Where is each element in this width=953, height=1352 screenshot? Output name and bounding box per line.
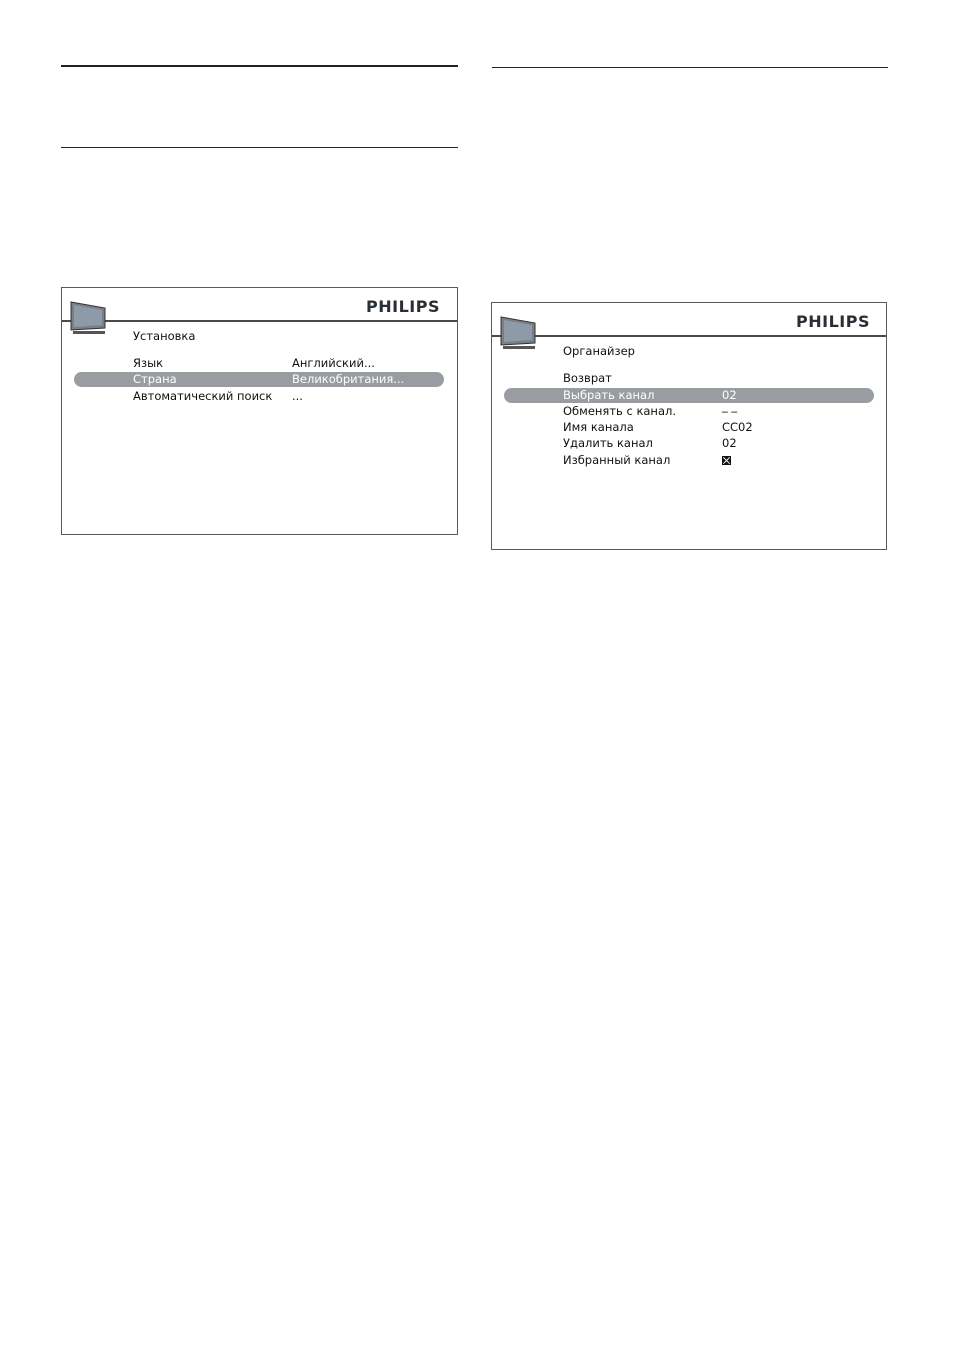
menu-row-delete-channel[interactable] bbox=[504, 436, 874, 451]
panel-header-line bbox=[62, 320, 457, 322]
row-label: Выбрать канал bbox=[563, 388, 655, 402]
row-label: Страна bbox=[133, 372, 177, 386]
tv-icon bbox=[69, 298, 109, 338]
row-value: _ _ bbox=[722, 399, 738, 413]
menu-title: Установка bbox=[133, 329, 196, 343]
philips-logo: PHILIPS bbox=[796, 312, 870, 331]
row-label: Избранный канал bbox=[563, 453, 671, 467]
organizer-menu-panel bbox=[491, 302, 887, 550]
philips-logo: PHILIPS bbox=[366, 297, 440, 316]
row-value: 02 bbox=[722, 436, 737, 450]
menu-row-country[interactable] bbox=[74, 372, 444, 387]
checkbox-checked-icon[interactable] bbox=[722, 456, 731, 465]
panel-header-line bbox=[492, 335, 886, 337]
menu-row-select-channel[interactable] bbox=[504, 388, 874, 403]
row-label: Обменять с канал. bbox=[563, 404, 677, 418]
row-value bbox=[722, 453, 731, 468]
menu-row-channel-name[interactable] bbox=[504, 420, 874, 435]
row-label: Язык bbox=[133, 356, 164, 370]
left-second-rule bbox=[61, 147, 458, 148]
tv-icon bbox=[499, 313, 539, 353]
menu-row-language[interactable] bbox=[74, 356, 444, 371]
row-value: Английский... bbox=[292, 356, 375, 370]
row-value: 02 bbox=[722, 388, 737, 402]
row-value: CC02 bbox=[722, 420, 753, 434]
row-label: Возврат bbox=[563, 371, 612, 385]
menu-row-back[interactable] bbox=[504, 371, 874, 386]
row-value: Великобритания... bbox=[292, 372, 405, 386]
menu-row-favorite-channel[interactable] bbox=[504, 453, 874, 468]
row-label: Имя канала bbox=[563, 420, 634, 434]
row-label: Автоматический поиск bbox=[133, 389, 273, 403]
right-top-rule bbox=[492, 67, 888, 68]
left-top-rule bbox=[61, 65, 458, 67]
setup-menu-panel bbox=[61, 287, 458, 535]
menu-row-autosearch[interactable] bbox=[74, 389, 444, 404]
row-value: ... bbox=[292, 389, 303, 403]
menu-row-swap-channel[interactable] bbox=[504, 399, 874, 419]
menu-title: Органайзер bbox=[563, 344, 635, 358]
row-label: Удалить канал bbox=[563, 436, 653, 450]
